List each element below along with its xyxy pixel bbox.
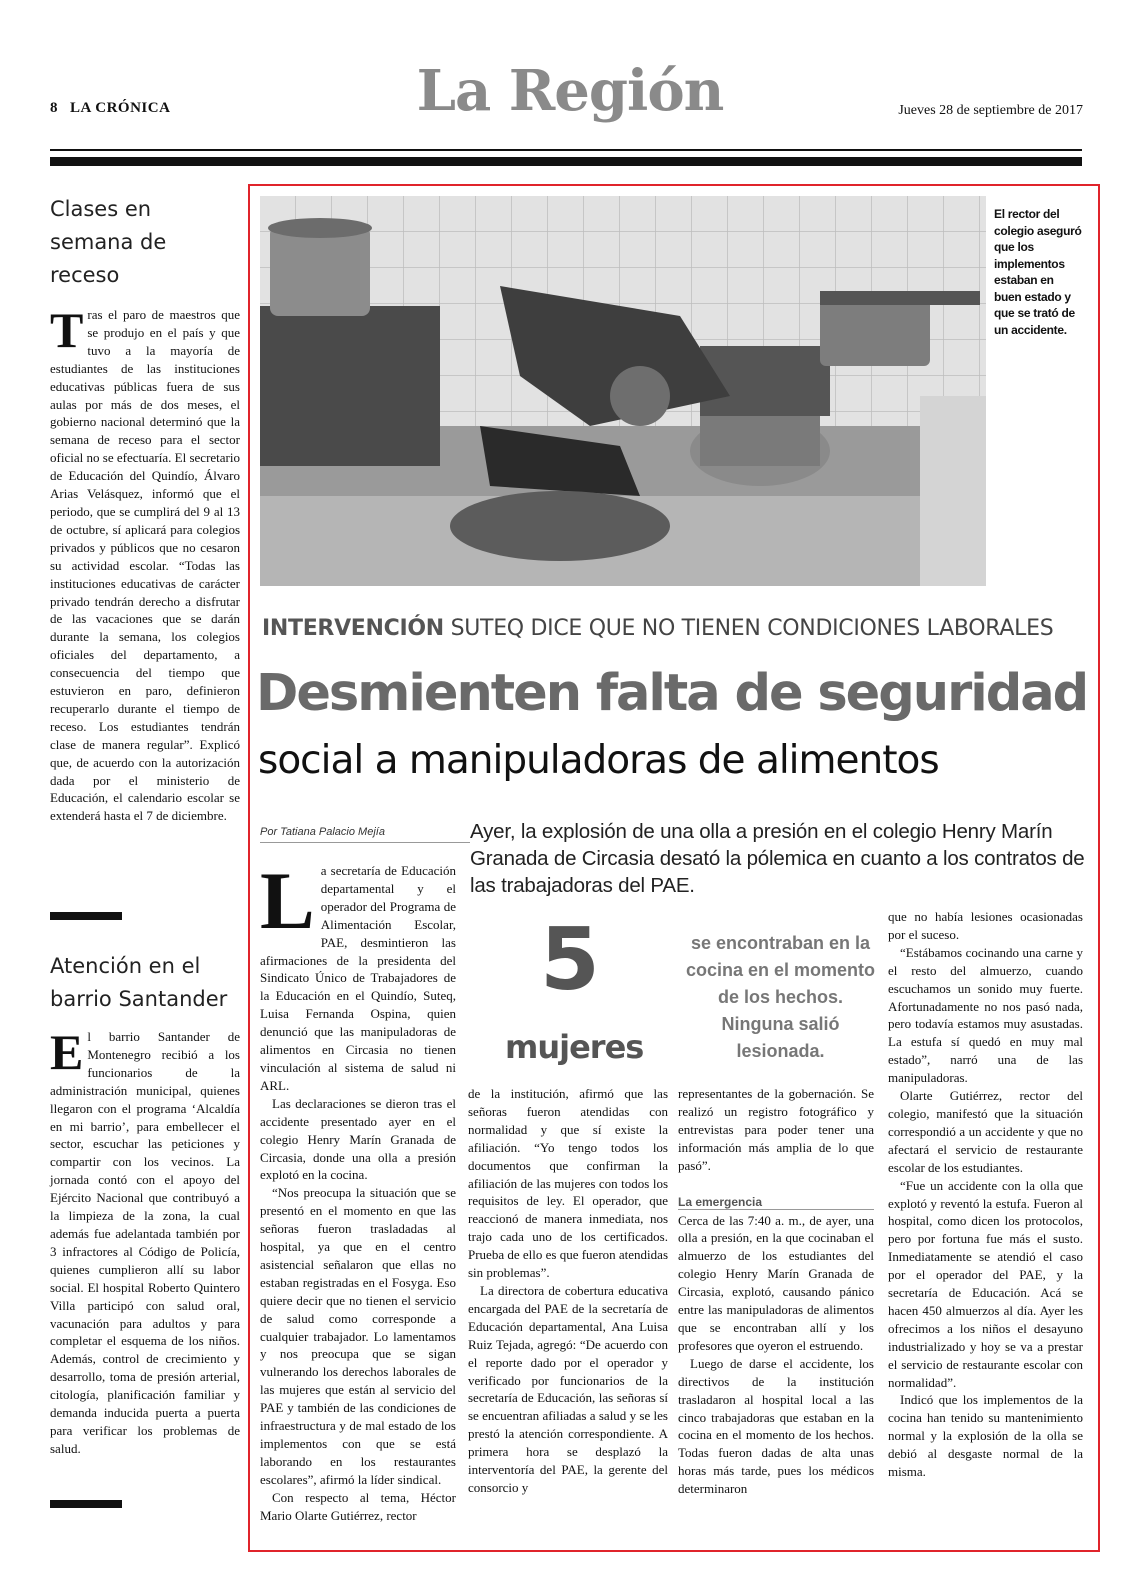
header-rule-thin [50,149,1082,151]
paragraph: Indicó que los implementos de la cocina han tenido su mantenimiento normal y la explosión de la olla se debió al desgaste normal de la misma. [888,1392,1083,1480]
sidebar-story1-title [50,193,166,292]
drop-cap: L [260,855,315,946]
title-line: Clases en [50,197,152,221]
sidebar-story2-body [50,1024,240,1458]
kicker-text: SUTEQ DICE QUE NO TIENEN CONDICIONES LABORALES [450,616,1054,641]
drop-cap: T [50,302,84,358]
kicker-label: INTERVENCIÓN [262,616,444,641]
paragraph: representantes de la gobernación. Se realizó un registro fotográfico y entrevistas para poder tener una información más amplia de lo que pasó”. [678,1086,874,1173]
sidebar-story1-body [50,302,240,825]
headline-line-1: Desmienten falta de seguridad [256,664,1088,723]
section-title: La Región [416,58,724,124]
sidebar-story2-title [50,950,227,1016]
paragraph: que no había lesiones ocasionadas por el suceso. [888,909,1083,942]
sidebar-divider [50,912,122,920]
byline: Por Tatiana Palacio Mejía [260,826,470,843]
article-column-2 [468,1085,668,1497]
article-column-3 [678,1085,874,1498]
newspaper-name: LA CRÓNICA [70,100,171,116]
title-line: semana de [50,230,167,254]
paragraph: de la institución, afirmó que las señoras fueron atendidas con normalidad y que sí existe la afiliación. “Yo tengo todos los documentos que confirman la afiliación de las mujeres con todos los requisitos de ley. El operador, que reaccionó de manera inmediata, nos trajo cada uno de los certificados. Prueba de ello es que fueron atendidas sin problemas”. [468,1086,668,1281]
stat-number: 5 [540,910,600,1010]
paragraph: Las declaraciones se dieron tras el accidente presentado ayer en el colegio Henry Marín Granada de Circasia, donde una olla a presión explotó en la cocina. [260,1095,456,1183]
title-line: barrio Santander [50,987,228,1011]
sidebar-story1-text: ras el paro de maestros que se produjo en el país y que tuvo a la mayoría de estudiantes de las instituciones educativas públicas fuera de sus aulas por más de dos meses, el gobierno nacional determinó que la semana de receso para el sector oficial no se efectuaría. El secretario de Educación del Quindío, Álvaro Arias Velásquez, informó que el periodo, que se cumplirá del 9 al 13 de octubre, sí aplicará para colegios privados y públicos que no cesaron su actividad escolar. “Todas las instituciones educativas de carácter privado tendrán derecho a disfrutar de las vacaciones que se darán durante la semana, los colegios oficiales del departamento, a consecuencia del tiempo que estuvieron en paro, definieron recuperarlo durante el tiempo de receso. Los estudiantes tendrán clase de manera regular”. Explicó que, de acuerdo con la autorización dada por el ministerio de Educación, el calendario escolar se extenderá hasta el 7 de diciembre. [50,307,240,824]
headline-line-2: social a manipuladoras de alimentos [258,738,939,783]
title-line: receso [50,263,120,287]
stat-label: mujeres [505,1028,644,1066]
drop-cap: E [50,1024,84,1080]
page-number: 8 [50,100,58,116]
paragraph: Luego de darse el accidente, los directivos de la institución trasladaron al hospital local a las cinco trabajadoras que estaban en la cocina en el momento de los hechos. Todas fueron dadas de alta unas horas más tarde, pues los médicos determinaron [678,1355,874,1497]
paragraph: “Nos preocupa la situación que se presentó en el momento en que las señoras fueron trasladadas al hospital, ya que en el centro asistencial señalaron que ellas no estaban registradas en el Fosyga. Eso quiere decir que no tienen el servicio de salud como corresponde a cualquier trabajador. Lo lamentamos y nos preocupa que se sigan vulnerando los derechos laborales de las mujeres que están al servicio del PAE y también de las condiciones de infraestructura y de mal estado de los implementos con que se está laborando en los restaurantes escolares”, afirmó la líder sindical. [260,1185,456,1487]
paragraph: Olarte Gutiérrez, rector del colegio, manifestó que la situación correspondió a un accidente y que no afectará el servicio de restaurante escolar de los estudiantes. [888,1088,1083,1175]
paragraph: Con respecto al tema, Héctor Mario Olarte Gutiérrez, rector [260,1489,456,1523]
pull-quote: se encontraban en la cocina en el momento de los hechos. Ninguna salió lesionada. [685,933,876,1061]
sidebar-divider [50,1500,122,1508]
subheading: La emergencia [678,1195,874,1210]
paragraph: “Estábamos cocinando una carne y el resto del almuerzo, cuando escuchamos un sonido muy fuerte. Afortunadamente no nos pasó nada, pero todavía estamos muy asustadas. La estufa sí quedó en muy mal estado”, narró una de las manipuladoras. [888,944,1083,1086]
header-rule-thick [50,157,1082,166]
title-line: Atención en el [50,954,201,978]
article-column-1 [260,855,456,1525]
paragraph: “Fue un accidente con la olla que explotó y reventó la estufa. Fueron al hospital, como dicen los protocolos, pero por fortuna fue más el susto. Inmediatamente se atendió el caso por el operador del PAE, y la secretaría de Educación. Acá se hacen 450 almuerzos al día. Ayer les ofrecimos a los niños el desayuno industrializado y hoy se va a prestar el servicio de restaurante escolar con normalidad”. [888,1177,1083,1390]
kicker [262,616,1053,641]
kitchen-photo [260,196,986,586]
lead-paragraph: Ayer, la explosión de una olla a presión en el colegio Henry Marín Granada de Circasia desató la pólemica en cuanto a los contratos de las trabajadoras del PAE. [470,820,1085,897]
paragraph-text: a secretaría de Educación departamental y el operador del Programa de Alimentación Escolar, PAE, desmintieron las afirmaciones de la presidenta del Sindicato Único de Trabajadores de la Educación en el Quindío, Suteq, Luisa Fernanda Ospina, quien denunció que las manipuladoras de alimentos en Circasia no tienen vinculación al sistema de salud ni ARL. [260,863,456,1093]
article-column-4 [888,908,1083,1481]
paragraph [260,855,456,1095]
photo-caption: El rector del colegio aseguró que los implementos estaban en buen estado y que se trató de un accidente. [994,207,1082,337]
sidebar-story2-text: l barrio Santander de Montenegro recibió a los funcionarios de la administración municipal, quienes llegaron con el programa ‘Alcaldía en mi barrio’, para embellecer el sector, escuchar las peticiones y compartir con los vecinos. La jornada contó con el apoyo del Ejército Nacional que contribuyó a la limpieza de la zona, la cual además fue adelantada también por 3 infractores al Código de Policía, quienes cumplieron allí su labor social. El hospital Roberto Quintero Villa participó con salud oral, vacunación para adultos y para completar el esquema de los niños. Además, control de crecimiento y desarrollo, toma de presión arterial, citología, planificación familiar y demanda inducida puerta a puerta para verificar los problemas de salud. [50,1029,240,1456]
paragraph: La directora de cobertura educativa encargada del PAE de la secretaría de Educación departamental, Ana Luisa Ruiz Tejada, agregó: “De acuerdo con el reporte dado por el operador y verificado por funcionarios de la secretaría de Educación, las señoras sí se encuentran afiliadas a salud y se les prestó la atención correspondiente. A primera hora se desplazó la interventoría del PAE, la gerente del consorcio y [468,1282,668,1495]
kitchen-photo-illustration [260,196,986,586]
issue-date: Jueves 28 de septiembre de 2017 [898,103,1083,118]
paragraph: Cerca de las 7:40 a. m., de ayer, una olla a presión, en la que cocinaban el almuerzo de los estudiantes del colegio Henry Marín Granada de Circasia, explotó, causando pánico entre las manipuladoras de alimentos que se encontraban allí y los profesores que oyeron el estruendo. [678,1212,874,1353]
